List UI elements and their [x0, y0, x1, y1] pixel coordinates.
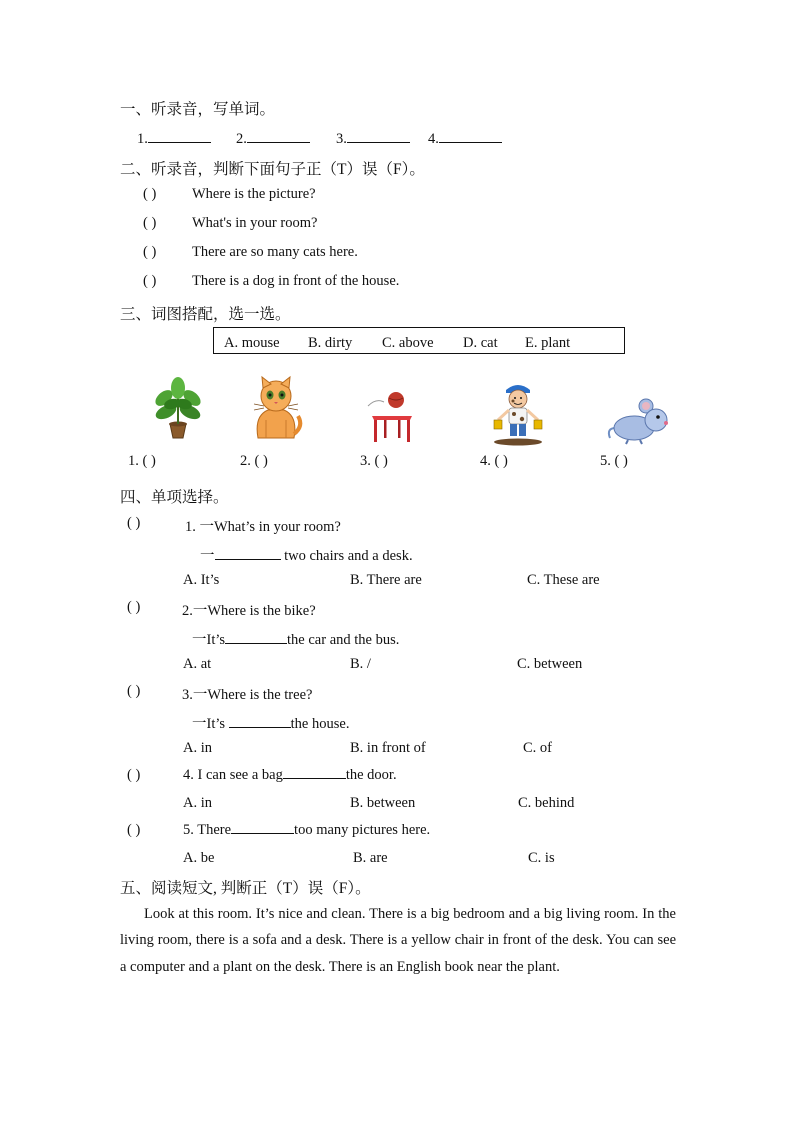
- q5-option-a[interactable]: A. be: [183, 850, 215, 866]
- q3-line2-text: the house.: [290, 716, 350, 732]
- picture-answer-1[interactable]: 1. ( ): [128, 453, 156, 469]
- picture-answer-3[interactable]: 3. ( ): [360, 453, 388, 469]
- judge-answer-2[interactable]: ( ): [143, 215, 157, 231]
- q3-option-b[interactable]: B. in front of: [350, 740, 426, 756]
- judge-answer-4[interactable]: ( ): [143, 273, 157, 289]
- q2-stem: 2.一Where is the bike?: [182, 603, 316, 619]
- section3-title: 三、词图搭配，选一选。: [120, 306, 291, 323]
- mouse-icon: [606, 398, 670, 446]
- judge-sentence-2: What's in your room?: [192, 215, 318, 231]
- q2-line2: [192, 628, 399, 649]
- section2-title: 二、听录音，判断下面句子正（T）误（F）。: [120, 161, 425, 178]
- blank-number: 4.: [428, 131, 439, 147]
- q4-option-c[interactable]: C. behind: [518, 795, 575, 811]
- word-option-e: E. plant: [525, 335, 571, 351]
- choice-answer-3[interactable]: ( ): [127, 683, 141, 699]
- judge-sentence-4: There is a dog in front of the house.: [192, 273, 400, 289]
- q1-line2: [200, 544, 413, 565]
- reading-passage: Look at this room. It’s nice and clean. There is a big bedroom and a big living room. In the living room, there is a sofa and a desk. There is a yellow chair in front of the desk. You can see a computer and a plant on the desk. There is an English book near the plant.: [120, 906, 676, 975]
- q2-lead: 一It’s: [192, 632, 226, 648]
- word-option-c: C. above: [382, 335, 434, 351]
- q3-option-c[interactable]: C. of: [523, 740, 552, 756]
- section5-title: 五、阅读短文, 判断正（T）误（F）。: [120, 880, 371, 897]
- choice-answer-5[interactable]: ( ): [127, 822, 141, 838]
- q5-stem-start: 5. There: [183, 822, 232, 838]
- q5-option-c[interactable]: C. is: [528, 850, 555, 866]
- q1-dash: 一: [200, 548, 215, 564]
- blank-item-1[interactable]: [137, 131, 211, 148]
- picture-answer-5[interactable]: 5. ( ): [600, 453, 628, 469]
- q4-option-b[interactable]: B. between: [350, 795, 416, 811]
- ball-above-stool-icon: [362, 386, 422, 446]
- blank-number: 3.: [336, 131, 347, 147]
- q5-stem-end: too many pictures here.: [294, 822, 431, 838]
- blank-item-2[interactable]: [236, 131, 310, 148]
- cat-icon: [250, 376, 302, 444]
- blank-item-4[interactable]: [428, 131, 502, 148]
- picture-answer-2[interactable]: 2. ( ): [240, 453, 268, 469]
- word-option-d: D. cat: [463, 335, 498, 351]
- judge-answer-3[interactable]: ( ): [143, 244, 157, 260]
- judge-sentence-1: Where is the picture?: [192, 186, 316, 202]
- picture-answer-4[interactable]: 4. ( ): [480, 453, 508, 469]
- q1-stem: 1. 一What’s in your room?: [185, 519, 341, 535]
- blank-number: 2.: [236, 131, 247, 147]
- judge-answer-1[interactable]: ( ): [143, 186, 157, 202]
- q3-line2: [192, 712, 349, 733]
- choice-answer-1[interactable]: ( ): [127, 515, 141, 531]
- q3-stem: 3.一Where is the tree?: [182, 687, 313, 703]
- q4-stem-start: 4. I can see a bag: [183, 767, 283, 783]
- word-option-a: A. mouse: [224, 335, 280, 351]
- q3-option-a[interactable]: A. in: [183, 740, 212, 756]
- q2-option-a[interactable]: A. at: [183, 656, 212, 672]
- judge-sentence-3: There are so many cats here.: [192, 244, 358, 260]
- q2-line2-text: the car and the bus.: [287, 632, 400, 648]
- word-option-b: B. dirty: [308, 335, 353, 351]
- choice-answer-4[interactable]: ( ): [127, 767, 141, 783]
- q1-option-c[interactable]: C. These are: [527, 572, 600, 588]
- q2-option-b[interactable]: B. /: [350, 656, 371, 672]
- plant-icon: [150, 376, 206, 440]
- q1-option-a[interactable]: A. It’s: [183, 572, 220, 588]
- blank-item-3[interactable]: [336, 131, 410, 148]
- section4-title: 四、单项选择。: [120, 489, 229, 506]
- choice-answer-2[interactable]: ( ): [127, 599, 141, 615]
- q5-stem: [183, 822, 430, 839]
- q3-lead: 一It’s: [192, 716, 226, 732]
- q4-stem: [183, 767, 397, 784]
- q4-option-a[interactable]: A. in: [183, 795, 212, 811]
- q1-option-b[interactable]: B. There are: [350, 572, 422, 588]
- q2-option-c[interactable]: C. between: [517, 656, 583, 672]
- dirty-boy-icon: [490, 380, 546, 446]
- q1-line2-text: two chairs and a desk.: [284, 548, 413, 564]
- q5-option-b[interactable]: B. are: [353, 850, 388, 866]
- section1-title: 一、听录音，写单词。: [120, 101, 276, 118]
- q4-stem-end: the door.: [345, 767, 397, 783]
- blank-number: 1.: [137, 131, 148, 147]
